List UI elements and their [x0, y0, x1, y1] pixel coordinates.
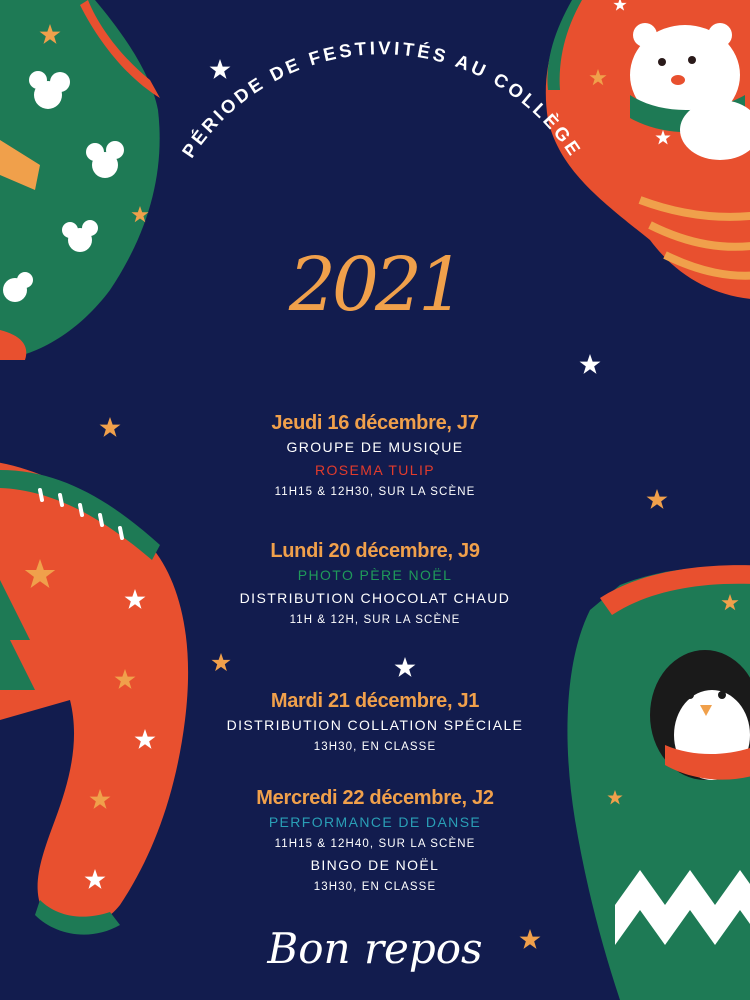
event-item: [150, 688, 600, 757]
event-line: PHOTO PÈRE NOËL: [297, 567, 453, 583]
event-item: [150, 538, 600, 630]
event-line: BINGO DE NOËL: [310, 857, 440, 873]
event-line: DISTRIBUTION COLLATION SPÉCIALE: [226, 717, 524, 733]
poster-title: PÉRIODE DE FESTIVITÉS AU COLLÈGE: [177, 37, 587, 162]
event-line: PERFORMANCE DE DANSE: [268, 814, 482, 830]
event-line: GROUPE DE MUSIQUE: [286, 439, 464, 455]
event-date: Lundi 20 décembre, J9: [270, 540, 480, 562]
event-line: 11H15 & 12H30, SUR LA SCÈNE: [274, 486, 476, 498]
svg-text:PÉRIODE DE FESTIVITÉS AU COLLÈ: [178, 37, 587, 161]
event-line: 13H30, EN CLASSE: [313, 881, 437, 893]
event-date: Mercredi 22 décembre, J2: [256, 787, 494, 809]
footer-message: Bon repos: [267, 924, 483, 973]
poster-year: 2021: [288, 242, 462, 328]
event-item: [150, 785, 600, 897]
event-line: ROSEMA TULIP: [314, 462, 436, 478]
event-date: Mardi 21 décembre, J1: [270, 690, 480, 712]
event-line: 11H15 & 12H40, SUR LA SCÈNE: [274, 838, 476, 850]
event-line: 13H30, EN CLASSE: [313, 741, 437, 753]
event-item: [150, 410, 600, 502]
event-line: 11H & 12H, SUR LA SCÈNE: [289, 614, 461, 626]
event-date: Jeudi 16 décembre, J7: [271, 412, 479, 434]
event-line: DISTRIBUTION CHOCOLAT CHAUD: [239, 590, 511, 606]
